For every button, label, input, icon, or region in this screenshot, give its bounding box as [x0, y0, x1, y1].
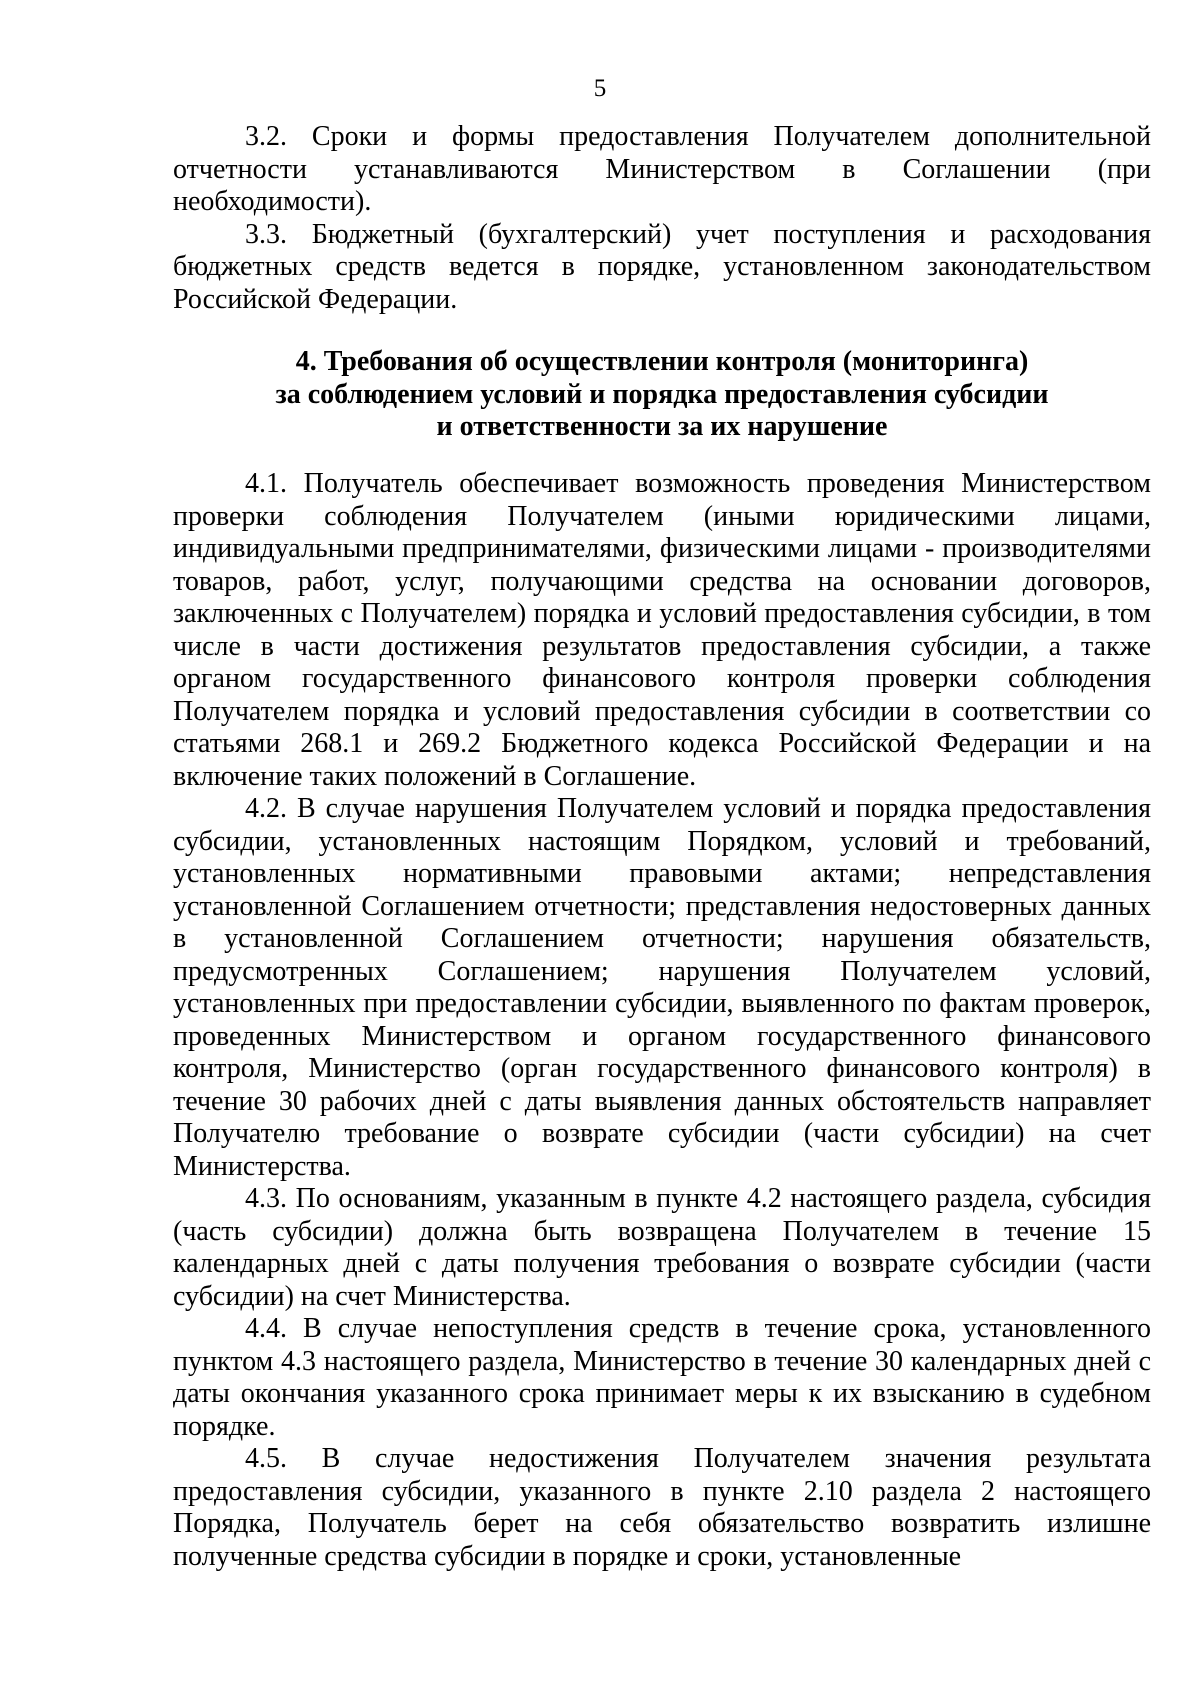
heading-line-1: 4. Требования об осуществлении контроля (мониторинга): [295, 346, 1029, 377]
heading-line-2: за соблюдением условий и порядка предоставления субсидии: [275, 378, 1049, 410]
page-number: 5: [593, 75, 607, 102]
heading-line-3: и ответственности за их нарушение: [436, 411, 888, 442]
paragraph-4-3: 4.3. По основаниям, указанным в пункте 4.2 настоящего раздела, субсидия (часть субсидии) должна быть возвращена Получателем в течение 15 календарных дней с даты получения требования о возврате субсидии (части субсидии) на счет Министерства.: [173, 1183, 1151, 1312]
section-3-block: [173, 121, 1151, 316]
section-4-heading: [173, 346, 1151, 444]
paragraph-4-4: 4.4. В случае непоступления средств в течение срока, установленного пунктом 4.3 настоящего раздела, Министерство в течение 30 календарных дней с даты окончания указанного срока принимает меры к их взысканию в судебном порядке.: [173, 1313, 1151, 1442]
paragraph-3-3: 3.3. Бюджетный (бухгалтерский) учет поступления и расходования бюджетных средств ведется в порядке, установленном законодательством Российской Федерации.: [173, 218, 1151, 315]
section-4-block: [173, 468, 1151, 1573]
paragraph-3-2: 3.2. Сроки и формы предоставления Получателем дополнительной отчетности устанавливаются Министерством в Соглашении (при необходимости).: [173, 121, 1151, 217]
paragraph-4-5: 4.5. В случае недостижения Получателем значения результата предоставления субсидии, указанного в пункте 2.10 раздела 2 настоящего Порядка, Получатель берет на себя обязательство возвратить излишне полученные средства субсидии в порядке и сроки, установленные: [173, 1443, 1151, 1572]
paragraph-4-2: 4.2. В случае нарушения Получателем условий и порядка предоставления субсидии, установленных настоящим Порядком, условий и требований, установленных нормативными правовыми актами; непредставления установленной Соглашением отчетности; представления недостоверных данных в установленной Соглашением отчетности; нарушения обязательств, предусмотренных Соглашением; нарушения Получателем условий, установленных при предоставлении субсидии, выявленного по фактам проверок, проведенных Министерством и органом государственного финансового контроля, Министерство (орган государственного финансового контроля) в течение 30 рабочих дней с даты выявления данных обстоятельств направляет Получателю требование о возврате субсидии (части субсидии) на счет Министерства.: [173, 793, 1151, 1182]
paragraph-4-1: 4.1. Получатель обеспечивает возможность проведения Министерством проверки соблюдения Получателем (иными юридическими лицами, индивидуальными предпринимателями, физическими лицами - производителями товаров, работ, услуг, получающими средства на основании договоров, заключенных с Получателем) порядка и условий предоставления субсидии, в том числе в части достижения результатов предоставления субсидии, а также органом государственного финансового контроля проверки соблюдения Получателем порядка и условий предоставления субсидии в соответствии со статьями 268.1 и 269.2 Бюджетного кодекса Российской Федерации и на включение таких положений в Соглашение.: [173, 468, 1151, 792]
